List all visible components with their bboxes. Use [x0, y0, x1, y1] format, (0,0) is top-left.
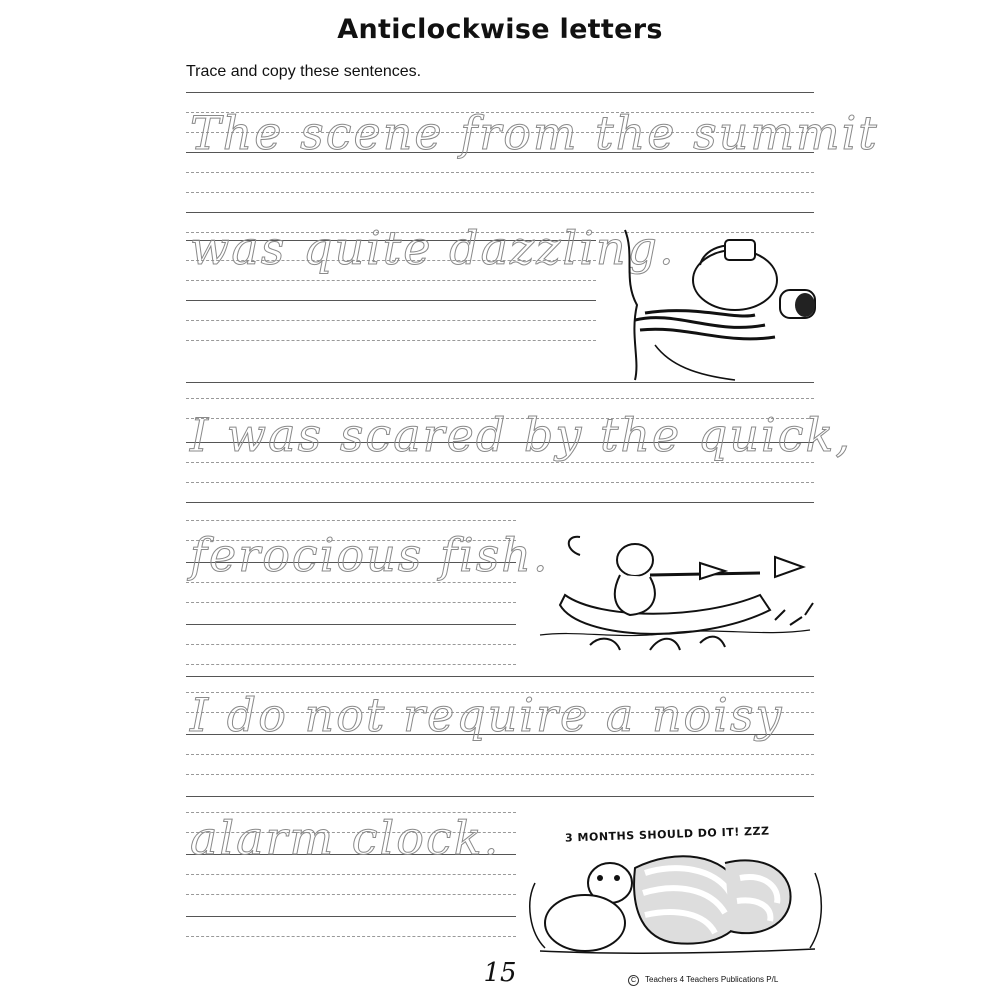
monkey-in-canoe-illustration [520, 525, 830, 675]
publisher-name: Teachers 4 Teachers Publications P/L [645, 975, 779, 984]
publisher-credit [628, 975, 778, 986]
sleeping-bear-illustration [525, 824, 825, 958]
trace-sentence-1: The scene from the summit [190, 106, 879, 160]
trace-sentence-5: I do not require a noisy [190, 688, 784, 742]
instruction-text: Trace and copy these sentences. [186, 63, 422, 80]
trace-sentence-6: alarm clock. [190, 811, 501, 865]
bear-caption: 3 MONTHS SHOULD DO IT! ZZZ [564, 824, 770, 845]
copyright-icon: C [628, 975, 639, 986]
trace-sentence-3: I was scared by the quick, [190, 408, 852, 462]
page-number: 15 [483, 958, 517, 988]
monkey-with-binoculars-illustration [615, 225, 825, 385]
trace-sentence-4: ferocious fish. [190, 528, 550, 582]
trace-sentence-2: was quite dazzling. [190, 221, 676, 275]
page-title: Anticlockwise letters [337, 14, 663, 45]
